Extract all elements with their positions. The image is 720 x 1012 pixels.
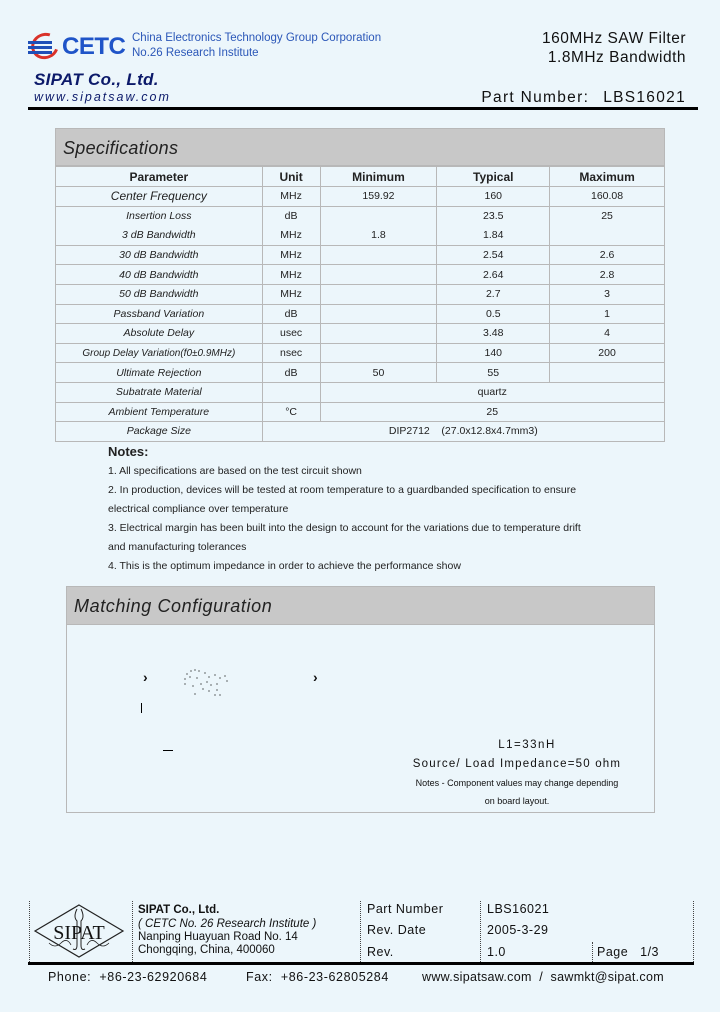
cell-parameter: 3 dB Bandwidth — [56, 226, 263, 246]
cell-parameter: 50 dB Bandwidth — [56, 284, 263, 304]
cell-unit: nsec — [262, 343, 320, 363]
table-row — [56, 363, 665, 383]
matching-configuration-header — [67, 587, 654, 625]
cell-parameter: Group Delay Variation(f0±0.9MHz) — [56, 343, 263, 363]
header-divider — [28, 107, 698, 110]
specifications-header — [55, 128, 665, 166]
note-item: 3. Electrical margin has been built into the design to account for the variations due to temperature drift — [108, 522, 581, 534]
component-marker — [141, 703, 142, 713]
circuit-diagram-fragments — [155, 667, 285, 727]
footer-divider — [360, 901, 361, 962]
cell-parameter: Subatrate Material — [56, 382, 263, 402]
cell-parameter: Center Frequency — [56, 187, 263, 207]
cell-typ: 160 — [437, 187, 550, 207]
table-row — [56, 324, 665, 344]
company-name: SIPAT Co., Ltd. — [34, 70, 159, 89]
table-row — [56, 284, 665, 304]
specifications-title: Specifications — [63, 138, 179, 158]
cell-unit: dB — [262, 206, 320, 226]
footer-divider — [132, 901, 133, 962]
cetc-logo-bar — [28, 51, 52, 54]
cell-typ: 23.5 — [437, 206, 550, 226]
footer-page-number: Page 1/3 — [597, 945, 659, 959]
cell-max: 3 — [550, 284, 665, 304]
footer-phone: Phone: +86-23-62920684 — [48, 970, 208, 984]
cell-unit: MHz — [262, 245, 320, 265]
org-name: China Electronics Technology Group Corporation — [132, 32, 382, 44]
column-header-typical: Typical — [437, 167, 550, 187]
cell-unit: °C — [262, 402, 320, 422]
part-number-value: LBS16021 — [603, 89, 686, 106]
company-website[interactable]: www.sipatsaw.com — [34, 90, 171, 104]
table-row — [56, 343, 665, 363]
cell-parameter: Package Size — [56, 422, 263, 442]
cetc-logo-bar — [28, 46, 52, 49]
cell-merged-value: 25 — [320, 402, 664, 422]
cell-typ: 2.7 — [437, 284, 550, 304]
cell-max: 2.8 — [550, 265, 665, 285]
cell-typ: 1.84 — [437, 226, 550, 246]
product-subtitle: 1.8MHz Bandwidth — [547, 49, 686, 66]
cell-max: 1 — [550, 304, 665, 324]
note-item: 4. This is the optimum impedance in order to achieve the performance show — [108, 560, 461, 572]
cell-parameter: Absolute Delay — [56, 324, 263, 344]
cell-typ: 2.64 — [437, 265, 550, 285]
table-row — [56, 422, 665, 442]
footer-divider — [592, 942, 593, 962]
column-header-maximum: Maximum — [550, 167, 665, 187]
cell-min — [320, 324, 437, 344]
product-title: 160MHz SAW Filter — [541, 30, 686, 47]
matching-configuration-title: Matching Configuration — [74, 596, 273, 616]
cell-max: 2.6 — [550, 245, 665, 265]
column-header-unit: Unit — [262, 167, 320, 187]
cell-max: 25 — [550, 206, 665, 226]
footer-divider-rule — [28, 962, 694, 965]
note-item: electrical compliance over temperature — [108, 503, 289, 515]
footer-divider — [693, 901, 694, 962]
cell-min — [320, 343, 437, 363]
footer-divider — [480, 901, 481, 962]
input-port-arrow-icon: › — [143, 669, 148, 685]
cell-typ: 0.5 — [437, 304, 550, 324]
column-header-minimum: Minimum — [320, 167, 437, 187]
cell-min: 50 — [320, 363, 437, 383]
table-row — [56, 382, 665, 402]
part-number-header — [481, 89, 686, 107]
footer-rev-value: 1.0 — [487, 945, 506, 959]
footer-fax: Fax: +86-23-62805284 — [246, 970, 389, 984]
footer-company: SIPAT Co., Ltd. — [138, 904, 220, 916]
matching-note: Notes - Component values may change depending — [415, 778, 619, 788]
ground-marker — [163, 750, 173, 751]
footer-rev-date-value: 2005-3-29 — [487, 923, 549, 937]
cell-parameter: Ultimate Rejection — [56, 363, 263, 383]
note-item: 2. In production, devices will be tested at room temperature to a guardbanded specification to ensure — [108, 484, 577, 496]
matching-note: on board layout. — [484, 796, 550, 806]
specifications-table — [55, 166, 665, 442]
cell-unit — [262, 382, 320, 402]
specifications-section — [55, 128, 665, 442]
cell-max: 160.08 — [550, 187, 665, 207]
note-item: 1. All specifications are based on the test circuit shown — [108, 465, 362, 477]
cetc-logo-bar — [28, 41, 52, 44]
cell-min — [320, 284, 437, 304]
table-row — [56, 206, 665, 226]
notes-title: Notes: — [108, 444, 149, 459]
cell-parameter: Insertion Loss — [56, 206, 263, 226]
notes-section — [108, 444, 581, 576]
cell-parameter: Passband Variation — [56, 304, 263, 324]
cell-unit: dB — [262, 363, 320, 383]
cell-typ: 140 — [437, 343, 550, 363]
footer-rev-date-label: Rev. Date — [367, 923, 427, 937]
sipat-logo-text: SIPAT — [53, 922, 105, 944]
footer-divider — [29, 901, 30, 962]
impedance-value: Source/ Load Impedance=50 ohm — [412, 758, 622, 770]
table-row — [56, 226, 665, 246]
cetc-logo — [28, 30, 128, 62]
cell-unit: MHz — [262, 187, 320, 207]
part-number-label: Part Number: — [481, 89, 590, 106]
cell-max — [550, 226, 665, 246]
note-item: and manufacturing tolerances — [108, 541, 247, 553]
cell-unit: dB — [262, 304, 320, 324]
table-row — [56, 265, 665, 285]
matching-configuration-section — [66, 586, 655, 813]
cell-parameter: 30 dB Bandwidth — [56, 245, 263, 265]
cell-typ: 3.48 — [437, 324, 550, 344]
cell-unit: MHz — [262, 265, 320, 285]
cell-min — [320, 206, 437, 226]
cell-max: 4 — [550, 324, 665, 344]
cell-min: 1.8 — [320, 226, 437, 246]
inductor-value: L1=33nH — [498, 739, 556, 751]
cetc-logo-text: CETC — [62, 33, 126, 60]
footer-institute: ( CETC No. 26 Research Institute ) — [138, 918, 317, 930]
cell-unit: MHz — [262, 226, 320, 246]
cell-min — [320, 304, 437, 324]
table-row — [56, 402, 665, 422]
cell-merged-value: DIP2712 (27.0x12.8x4.7mm3) — [262, 422, 664, 442]
output-port-arrow-icon: › — [313, 669, 318, 685]
table-header-row — [56, 167, 665, 187]
cell-parameter: Ambient Temperature — [56, 402, 263, 422]
cell-typ: 55 — [437, 363, 550, 383]
cell-max — [550, 363, 665, 383]
institute-name: No.26 Research Institute — [132, 47, 259, 59]
footer-part-number-value: LBS16021 — [487, 902, 550, 916]
cell-max: 200 — [550, 343, 665, 363]
cell-parameter: 40 dB Bandwidth — [56, 265, 263, 285]
sipat-logo-icon — [33, 903, 125, 959]
table-row — [56, 245, 665, 265]
cell-typ: 2.54 — [437, 245, 550, 265]
footer-address-line2: Chongqing, China, 400060 — [138, 944, 275, 956]
footer-part-number-label: Part Number — [367, 902, 444, 916]
cell-min: 159.92 — [320, 187, 437, 207]
footer-rev-label: Rev. — [367, 945, 394, 959]
table-row — [56, 304, 665, 324]
column-header-parameter: Parameter — [56, 167, 263, 187]
cell-unit: usec — [262, 324, 320, 344]
footer-web-email[interactable]: www.sipatsaw.com / sawmkt@sipat.com — [422, 970, 664, 984]
cell-min — [320, 265, 437, 285]
cell-merged-value: quartz — [320, 382, 664, 402]
footer-address-line1: Nanping Huayuan Road No. 14 — [138, 931, 298, 943]
cell-min — [320, 245, 437, 265]
table-row — [56, 187, 665, 207]
cell-unit: MHz — [262, 284, 320, 304]
